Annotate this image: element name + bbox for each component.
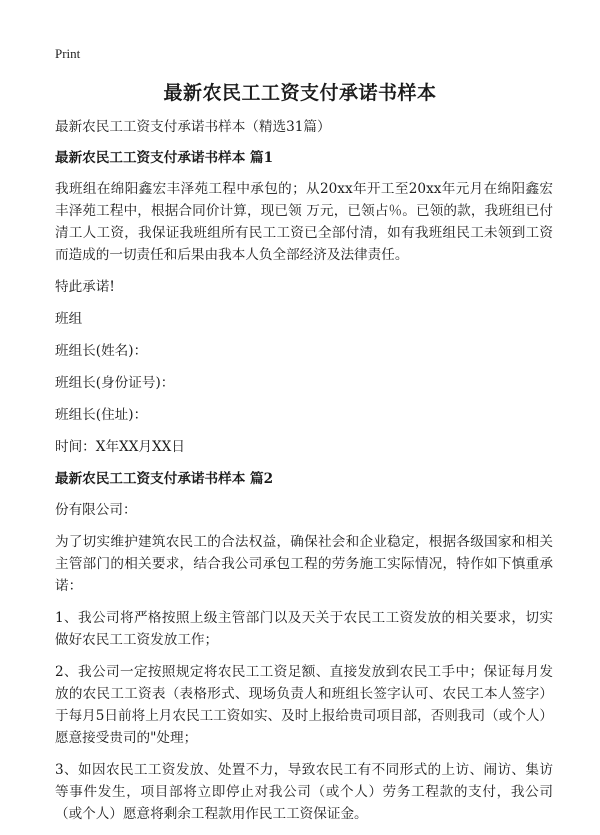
section-1-leader-name: 班组长(姓名)： [55,343,148,359]
section-2-intro: 为了切实维护建筑农民工的合法权益，确保社会和企业稳定，根据各级国家和相关主管部门的相关要求，结合我公司承包工程的劳务施工实际情况，特作如下慎重承诺： [55,534,553,594]
section-1-leader-id: 班组长(身份证号)： [55,375,175,391]
section-2-item-1: 1、我公司将严格按照上级主管部门以及天关于农民工工资发放的相关要求，切实做好农民工工资发放工作； [55,610,553,648]
section-1-leader-address: 班组长(住址)： [55,407,148,423]
document-subtitle: 最新农民工工资支付承诺书样本（精选31篇） [55,119,331,135]
section-2-item-2: 2、我公司一定按照规定将农民工工资足额、直接发放到农民工手中；保证每月发放的农民工工资表（表格形式、现场负责人和班组长签字认可、农民工本人签字）于每月5日前将上月农民工工资如实、及时上报给贵司项目部，否则我司（或个人）愿意接受贵司的"处理； [55,664,554,746]
section-2-addressee: 份有限公司： [55,502,137,518]
section-1-heading: 最新农民工工资支付承诺书样本 篇1 [55,150,274,166]
section-1-pledge: 特此承诺! [55,279,115,295]
print-label: Print [55,46,81,61]
document-body [55,116,553,835]
section-1-group: 班组 [55,311,83,327]
section-1-body: 我班组在绵阳鑫宏丰泽苑工程中承包的；从20xx年开工至20xx年元月在绵阳鑫宏丰泽苑工程中，根据合同价计算，现已领 万元，已领占％。已领的款，我班组已付清工人工资，我保证我班组所有民工工资已全部付清，如有我班组民工未领到工资而造成的一切责任和后果由我本人负全部经济及法律责任。 [55,181,553,263]
document-title: 最新农民工工资支付承诺书样本 [163,82,437,104]
section-2-heading: 最新农民工工资支付承诺书样本 篇2 [55,471,274,487]
section-2-item-3: 3、如因农民工工资发放、处置不力，导致农民工有不同形式的上访、闹访、集访等事件发生，项目部将立即停止对我公司（或个人）劳务工程款的支付，我公司（或个人）愿意将剩余工程款用作民工工资保证金。 [55,762,553,822]
section-1-date: 时间：X年XX月XX日 [55,439,185,455]
